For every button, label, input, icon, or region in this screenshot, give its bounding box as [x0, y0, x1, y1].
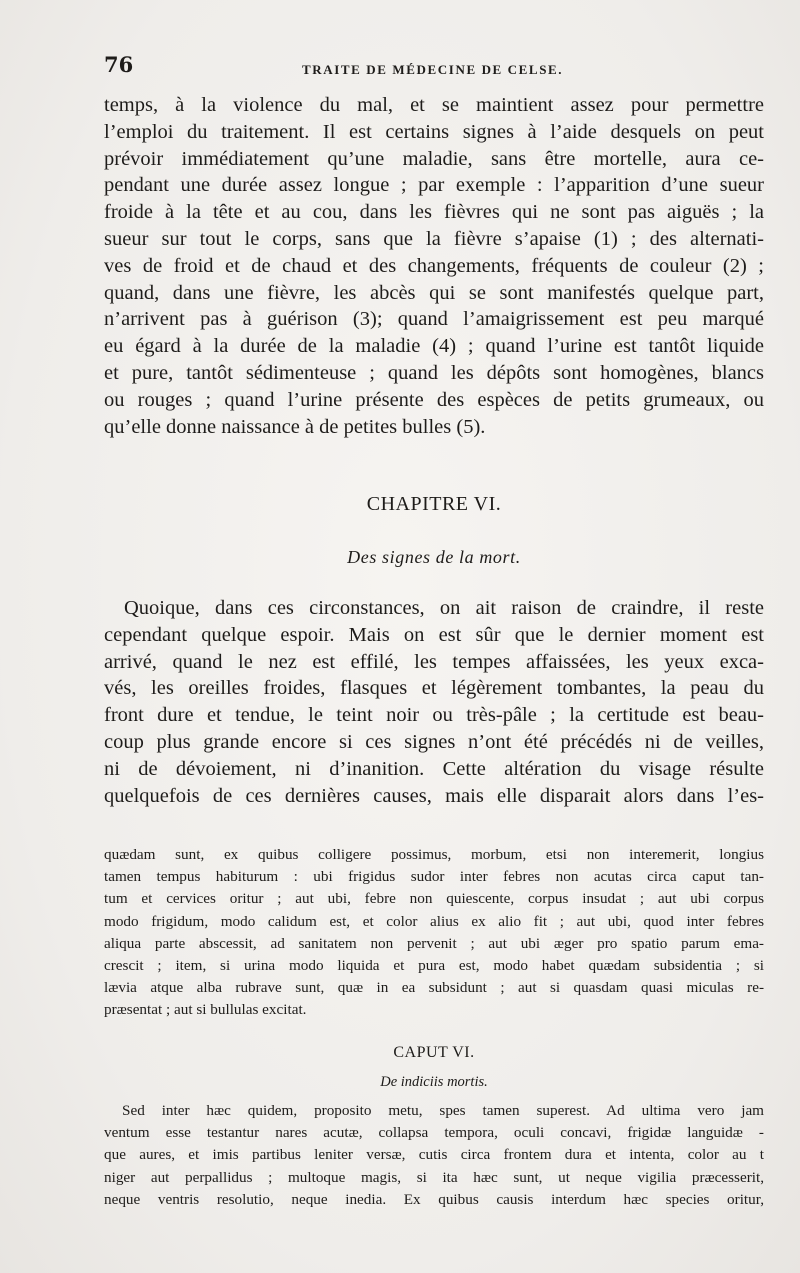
text-line: Quoique, dans ces circonstances, on ait raison de craindre, il reste	[124, 597, 764, 619]
latin-text-line: aliqua parte abscessit, ad sanitatem non pervenit ; aut ubi æger pro spatio parum ema-	[104, 934, 764, 952]
latin-chapter-subtitle: De indiciis mortis.	[380, 1074, 488, 1090]
latin-paragraph-continuation	[104, 844, 764, 1022]
latin-text-line: tamen tempus habiturum : ubi frigidus sudor inter febres non acutas circa caput tan-	[104, 868, 764, 886]
text-line: pendant une durée assez longue ; par exemple : l’apparition d’une sueur	[104, 174, 764, 197]
french-chapter-text	[104, 595, 764, 809]
text-line: qu’elle donne naissance à de petites bulles (5).	[104, 415, 486, 438]
running-title: TRAITE DE MÉDECINE DE CELSE.	[302, 62, 564, 77]
text-line: et pure, tantôt sédimenteuse ; quand les dépôts sont homogènes, blancs	[104, 361, 764, 384]
text-line: froide à la tête et au cou, dans les fièvres qui ne sont pas aiguës ; la	[104, 201, 764, 224]
page-header	[104, 52, 764, 82]
latin-text-line: Sed inter hæc quidem, proposito metu, spes tamen superest. Ad ultima vero jam	[122, 1102, 764, 1119]
latin-text-line: que aures, et imis partibus leniter versæ, cutis circa frontem dura et intenta, color au t	[104, 1146, 764, 1164]
french-paragraph-continuation	[104, 92, 764, 440]
latin-text-line: præsentat ; aut si bullulas excitat.	[104, 1001, 307, 1019]
text-line: n’arrivent pas à guérison (3); quand l’amaigrissement est peu marqué	[104, 308, 764, 331]
text-line: ves de froid et de chaud et des changements, fréquents de couleur (2) ;	[104, 254, 764, 277]
chapter-heading: CHAPITRE VI.	[366, 493, 502, 515]
latin-chapter-text	[104, 1100, 764, 1211]
text-line: quelquefois de ces dernières causes, mais elle disparait alors dans l’es-	[104, 784, 764, 807]
text-line: l’emploi du traitement. Il est certains signes à l’aide desquels on peut	[104, 120, 764, 143]
page-number: 76	[104, 52, 134, 77]
latin-text-line: neque ventris resolutio, neque inedia. Ex quibus causis interdum hæc species oritur,	[104, 1190, 764, 1208]
latin-text-line: lævia atque alba rubrave sunt, quæ in ea subsidunt ; aut si quasdam quasi miculas re-	[104, 979, 764, 997]
chapter-subtitle: Des signes de la mort.	[347, 547, 521, 567]
text-line: quand, dans une fièvre, les abcès qui se sont manifestés quelque part,	[104, 281, 764, 304]
text-line: front dure et tendue, le teint noir ou très-pâle ; la certitude est beau-	[104, 704, 764, 727]
text-line: arrivé, quand le nez est effilé, les tempes affaissées, les yeux exca-	[104, 650, 764, 673]
text-line: ni de dévoiement, ni d’inanition. Cette altération du visage résulte	[104, 757, 764, 780]
text-line: coup plus grande encore si ces signes n’ont été précédés ni de veilles,	[104, 730, 764, 753]
latin-text-line: modo frigidum, modo calidum est, et color alius ex alio fit ; aut ubi, quod inter febres	[104, 912, 764, 930]
text-line: sueur sur tout le corps, sans que la fièvre s’apaise (1) ; des alternati-	[104, 227, 764, 250]
text-line: cependant quelque espoir. Mais on est sûr que le dernier moment est	[104, 623, 764, 646]
latin-text-line: quædam sunt, ex quibus colligere possimus, morbum, etsi non interemerit, longius	[104, 846, 764, 863]
latin-text-line: tum et cervices oritur ; aut ubi, febre non quiescente, corpus insudat ; aut ubi corpus	[104, 890, 764, 908]
latin-text-line: niger aut perpallidus ; multoque magis, si ita hæc sunt, ut neque vigilia præcesserit,	[104, 1168, 764, 1186]
latin-text-line: ventum esse testantur nares acutæ, collapsa tempora, oculi concavi, frigidæ languidæ -	[104, 1124, 764, 1142]
text-line: prévoir immédiatement qu’une maladie, sans être mortelle, aura ce-	[104, 147, 764, 170]
latin-text-line: crescit ; item, si urina modo liquida et pura est, modo habet quædam subsidentia ; si	[104, 956, 764, 974]
text-line: vés, les oreilles froides, flasques et légèrement tombantes, la peau du	[104, 677, 764, 700]
text-line: eu égard à la durée de la maladie (4) ; quand l’urine est tantôt liquide	[104, 335, 764, 358]
latin-chapter-heading: CAPUT VI.	[393, 1044, 475, 1061]
text-line: ou rouges ; quand l’urine présente des espèces de petits grumeaux, ou	[104, 388, 764, 411]
text-line: temps, à la violence du mal, et se maintient assez pour permettre	[104, 94, 764, 116]
